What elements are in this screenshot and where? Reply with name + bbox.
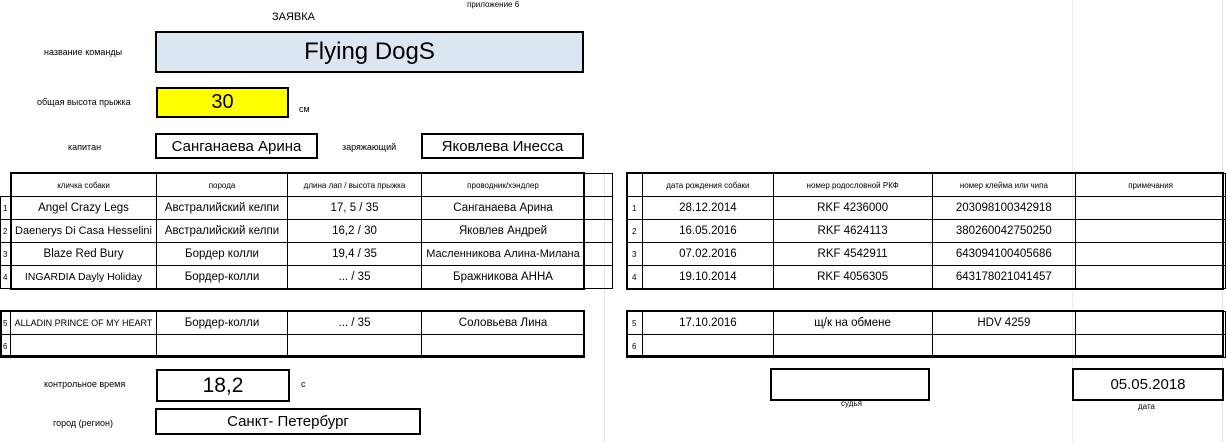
dog-name-cell[interactable]: Angel Crazy Legs bbox=[11, 197, 157, 220]
paw-jump-cell[interactable] bbox=[288, 335, 422, 358]
breed-cell[interactable]: Бордер колли bbox=[157, 243, 288, 266]
chip-cell[interactable] bbox=[932, 335, 1076, 358]
notes-cell[interactable] bbox=[1076, 266, 1226, 289]
row-number: 4 bbox=[627, 266, 643, 289]
table-row bbox=[1, 220, 613, 243]
table-header-row bbox=[627, 174, 1226, 197]
reserve-details-table bbox=[626, 311, 1226, 358]
handler-cell[interactable]: Санганаева Арина bbox=[422, 197, 585, 220]
paw-jump-cell[interactable]: ... / 35 bbox=[288, 312, 422, 335]
date-label: дата bbox=[1138, 402, 1155, 411]
chip-cell[interactable]: HDV 4259 bbox=[932, 312, 1076, 335]
chip-cell[interactable]: 643178021041457 bbox=[932, 266, 1076, 289]
jump-height-field[interactable]: 30 bbox=[156, 87, 289, 118]
jump-unit: см bbox=[299, 104, 310, 114]
breed-cell[interactable]: Австралийский келпи bbox=[157, 197, 288, 220]
header-dog-name: кличка собаки bbox=[11, 174, 157, 197]
dogs-details-table bbox=[626, 173, 1226, 289]
notes-cell[interactable] bbox=[1076, 312, 1226, 335]
judge-field[interactable] bbox=[770, 368, 930, 401]
breed-cell[interactable]: Австралийский келпи bbox=[157, 220, 288, 243]
city-label: город (регион) bbox=[53, 418, 113, 428]
table-row bbox=[627, 197, 1226, 220]
handler-cell[interactable]: Масленникова Алина-Милана bbox=[422, 243, 585, 266]
table-row bbox=[1, 335, 585, 358]
pedigree-cell[interactable] bbox=[773, 335, 932, 358]
birth-date-cell[interactable]: 07.02.2016 bbox=[643, 243, 774, 266]
header-breed: порода bbox=[157, 174, 288, 197]
control-time-unit: с bbox=[301, 379, 306, 389]
paw-jump-cell[interactable]: ... / 35 bbox=[288, 266, 422, 289]
row-number: 5 bbox=[627, 312, 643, 335]
appendix-label: приложение 6 bbox=[467, 0, 520, 9]
row-number: 3 bbox=[627, 243, 643, 266]
row-number: 6 bbox=[1, 335, 11, 358]
dog-name-cell[interactable]: Daenerys Di Casa Hesselini bbox=[11, 220, 157, 243]
table-row bbox=[627, 220, 1226, 243]
notes-cell[interactable] bbox=[1076, 243, 1226, 266]
row-number: 5 bbox=[1, 312, 11, 335]
paw-jump-cell[interactable]: 19,4 / 35 bbox=[288, 243, 422, 266]
captain-field[interactable]: Санганаева Арина bbox=[155, 133, 318, 159]
pedigree-cell[interactable]: RKF 4542911 bbox=[773, 243, 932, 266]
handler-cell[interactable]: Соловьева Лина bbox=[422, 312, 585, 335]
team-label: название команды bbox=[44, 47, 123, 57]
pedigree-cell[interactable]: щ/к на обмене bbox=[773, 312, 932, 335]
city-field[interactable]: Санкт- Петербург bbox=[155, 408, 421, 435]
table-row bbox=[627, 335, 1226, 358]
notes-cell[interactable] bbox=[1076, 197, 1226, 220]
header-birth-date: дата рождения собаки bbox=[643, 174, 774, 197]
handler-cell[interactable]: Яковлев Андрей bbox=[422, 220, 585, 243]
row-number: 1 bbox=[1, 197, 11, 220]
table-row bbox=[1, 312, 585, 335]
control-time-label: контрольное время bbox=[44, 379, 126, 389]
pedigree-cell[interactable]: RKF 4236000 bbox=[773, 197, 932, 220]
chip-cell[interactable]: 643094100405686 bbox=[932, 243, 1076, 266]
form-title: ЗАЯВКА bbox=[272, 11, 316, 23]
control-time-field[interactable]: 18,2 bbox=[156, 369, 290, 402]
table-row bbox=[1, 266, 613, 289]
paw-jump-cell[interactable]: 17, 5 / 35 bbox=[288, 197, 422, 220]
birth-date-cell[interactable]: 17.10.2016 bbox=[643, 312, 774, 335]
notes-cell[interactable] bbox=[1076, 335, 1226, 358]
table-header-row bbox=[1, 174, 613, 197]
captain-label: капитан bbox=[68, 142, 102, 152]
birth-date-cell[interactable]: 16.05.2016 bbox=[643, 220, 774, 243]
table-row bbox=[1, 243, 613, 266]
table-row bbox=[627, 312, 1226, 335]
header-handler: проводник/хэндлер bbox=[422, 174, 585, 197]
pedigree-cell[interactable]: RKF 4624113 bbox=[773, 220, 932, 243]
loader-label: заряжающий bbox=[342, 142, 397, 152]
breed-cell[interactable] bbox=[157, 335, 288, 358]
breed-cell[interactable]: Бордер-колли bbox=[157, 266, 288, 289]
row-number: 2 bbox=[627, 220, 643, 243]
dog-name-cell[interactable]: Blaze Red Bury bbox=[11, 243, 157, 266]
breed-cell[interactable]: Бордер-колли bbox=[157, 312, 288, 335]
pedigree-cell[interactable]: RKF 4056305 bbox=[773, 266, 932, 289]
header-paw-jump: длина лап / высота прыжка bbox=[288, 174, 422, 197]
jump-height-label: общая высота прыжка bbox=[37, 97, 131, 107]
dog-name-cell[interactable] bbox=[11, 335, 157, 358]
table-row bbox=[627, 266, 1226, 289]
reserve-dogs-table bbox=[0, 311, 585, 358]
handler-cell[interactable] bbox=[422, 335, 585, 358]
table-row bbox=[627, 243, 1226, 266]
header-notes: примечания bbox=[1076, 174, 1226, 197]
header-chip: номер клейма или чипа bbox=[932, 174, 1076, 197]
loader-field[interactable]: Яковлева Инесса bbox=[421, 133, 584, 159]
birth-date-cell[interactable] bbox=[643, 335, 774, 358]
team-name-field[interactable]: Flying DogS bbox=[155, 31, 584, 73]
chip-cell[interactable]: 203098100342918 bbox=[932, 197, 1076, 220]
row-number: 4 bbox=[1, 266, 11, 289]
birth-date-cell[interactable]: 19.10.2014 bbox=[643, 266, 774, 289]
handler-cell[interactable]: Бражникова АННА bbox=[422, 266, 585, 289]
row-number: 3 bbox=[1, 243, 11, 266]
row-number: 1 bbox=[627, 197, 643, 220]
paw-jump-cell[interactable]: 16,2 / 30 bbox=[288, 220, 422, 243]
dogs-table bbox=[0, 173, 613, 289]
dog-name-cell[interactable]: INGARDIA Dayly Holiday bbox=[11, 266, 157, 289]
row-number: 2 bbox=[1, 220, 11, 243]
dog-name-cell[interactable]: ALLADIN PRINCE OF MY HEART bbox=[11, 312, 157, 335]
chip-cell[interactable]: 380260042750250 bbox=[932, 220, 1076, 243]
birth-date-cell[interactable]: 28.12.2014 bbox=[643, 197, 774, 220]
judge-label: судья bbox=[841, 399, 862, 408]
table-row bbox=[1, 197, 613, 220]
row-number: 6 bbox=[627, 335, 643, 358]
notes-cell[interactable] bbox=[1076, 220, 1226, 243]
date-field[interactable]: 05.05.2018 bbox=[1072, 368, 1224, 401]
header-pedigree: номер родословной РКФ bbox=[773, 174, 932, 197]
